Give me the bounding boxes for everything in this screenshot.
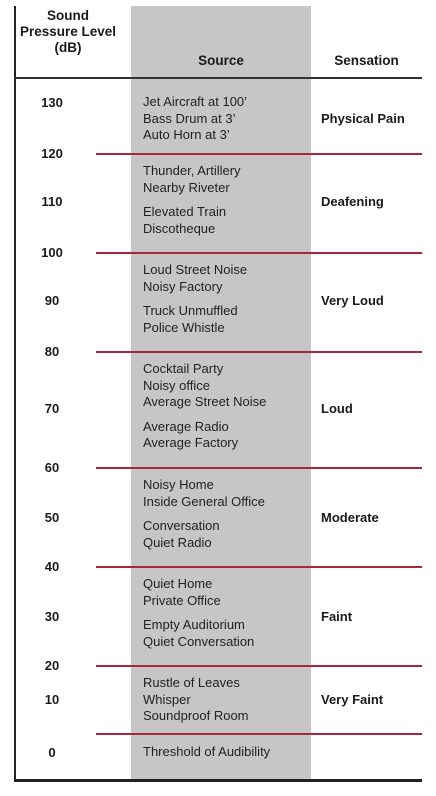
source-item: Conversation — [143, 518, 220, 533]
header-sensation: Sensation — [334, 53, 399, 68]
source-cell — [143, 675, 308, 725]
source-item: Jet Aircraft at 100’ — [143, 94, 248, 109]
source-item: Elevated Train — [143, 204, 227, 219]
source-item: Threshold of Audibility — [143, 744, 271, 759]
sensation-label: Deafening — [321, 194, 384, 209]
db-value: 30 — [44, 609, 60, 624]
source-item: Noisy Home — [143, 477, 214, 492]
db-value: 110 — [41, 194, 63, 209]
source-item: Bass Drum at 3’ — [143, 110, 236, 126]
source-item: Noisy Factory — [143, 278, 223, 294]
db-value: 70 — [44, 401, 60, 416]
db-boundary-label: 120 — [41, 146, 63, 161]
db-value: 10 — [44, 692, 60, 707]
divider-line — [96, 665, 422, 667]
source-item: Loud Street Noise — [143, 262, 248, 277]
db-value: 50 — [44, 510, 60, 525]
source-item: Average Factory — [143, 435, 239, 450]
source-item: Inside General Office — [143, 493, 265, 509]
divider-line — [96, 153, 422, 155]
sensation-label: Very Loud — [321, 293, 384, 308]
db-value: 0 — [48, 745, 56, 760]
sensation-label: Faint — [321, 609, 353, 624]
source-item: Discotheque — [143, 220, 216, 236]
source-cell — [143, 361, 308, 452]
sensation-label: Physical Pain — [321, 111, 405, 126]
source-item: Rustle of Leaves — [143, 675, 240, 690]
source-item: Soundproof Room — [143, 708, 249, 723]
source-item: Police Whistle — [143, 319, 225, 335]
source-cell — [143, 576, 308, 650]
source-cell — [143, 94, 308, 144]
divider-line — [96, 467, 422, 469]
source-cell — [143, 262, 308, 336]
source-item: Average Street Noise — [143, 394, 267, 409]
table-bottom-border — [14, 779, 422, 782]
source-item: Quiet Radio — [143, 534, 212, 550]
db-boundary-label: 100 — [41, 245, 63, 260]
source-cell — [143, 163, 308, 237]
sensation-label: Loud — [321, 401, 353, 416]
header-sound-pressure-level: Sound Pressure Level (dB) — [19, 8, 117, 55]
source-item: Whisper — [143, 691, 191, 707]
source-cell — [143, 477, 308, 551]
db-value: 90 — [44, 293, 60, 308]
divider-line — [96, 252, 422, 254]
db-boundary-label: 20 — [44, 658, 60, 673]
source-item: Noisy office — [143, 377, 210, 393]
db-value: 130 — [41, 95, 63, 110]
db-boundary-label: 80 — [44, 344, 60, 359]
source-item: Average Radio — [143, 418, 229, 434]
source-item: Quiet Conversation — [143, 633, 255, 649]
divider-line — [96, 733, 422, 735]
db-boundary-label: 60 — [44, 460, 60, 475]
source-cell — [143, 744, 308, 761]
sensation-label: Very Faint — [321, 692, 384, 707]
header-source: Source — [198, 53, 244, 68]
source-item: Quiet Home — [143, 576, 213, 591]
header-rule — [14, 77, 422, 79]
divider-line — [96, 566, 422, 568]
sound-level-table — [14, 6, 422, 782]
db-boundary-label: 40 — [44, 559, 60, 574]
source-item: Nearby Riveter — [143, 179, 230, 195]
divider-line — [96, 351, 422, 353]
table-left-border — [14, 6, 16, 782]
source-item: Thunder, Artillery — [143, 163, 241, 178]
source-item: Empty Auditorium — [143, 617, 245, 632]
source-item: Private Office — [143, 592, 221, 608]
source-item: Auto Horn at 3’ — [143, 127, 230, 142]
source-item: Truck Unmuffled — [143, 303, 238, 318]
source-item: Cocktail Party — [143, 361, 224, 376]
sensation-label: Moderate — [321, 510, 379, 525]
